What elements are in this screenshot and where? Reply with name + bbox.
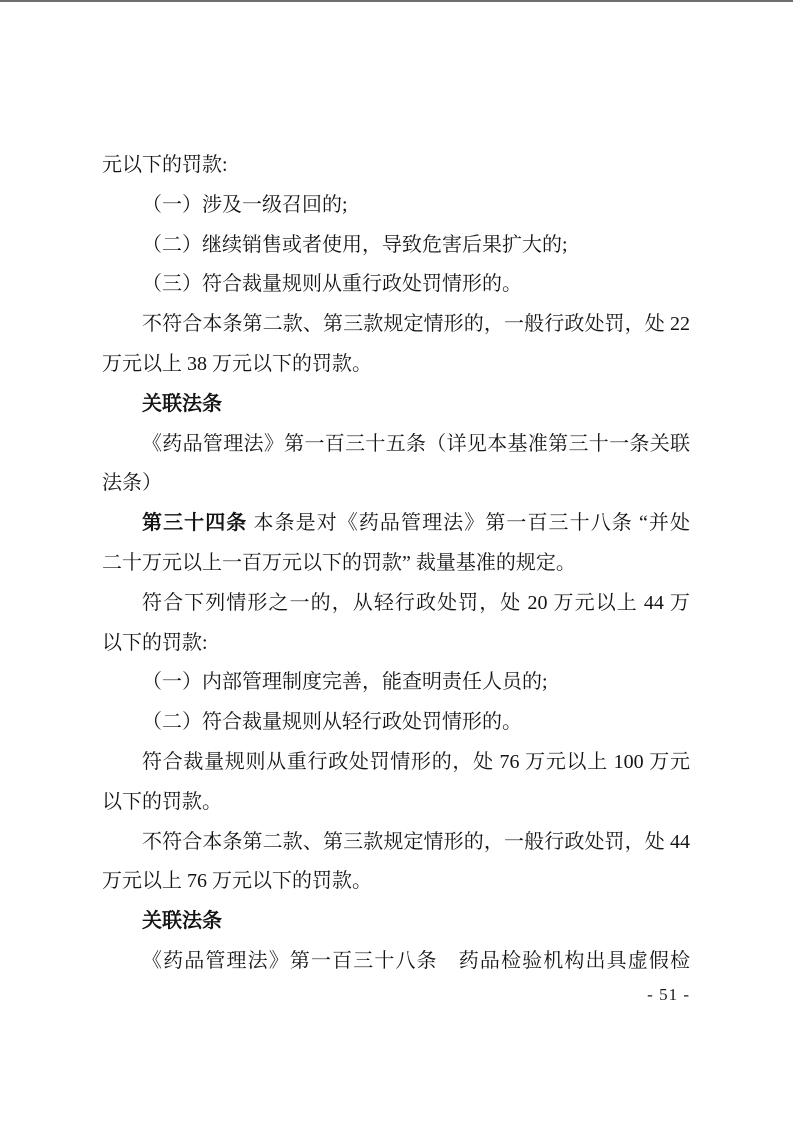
text-line bbox=[102, 345, 690, 385]
text-run: 符合裁量规则从重行政处罚情形的，处 76 万元以上 100 万元 bbox=[142, 750, 690, 773]
bold-text-run: 关联法条 bbox=[142, 392, 222, 415]
text-run: 二十万元以上一百万元以下的罚款” 裁量基准的规定。 bbox=[102, 551, 576, 574]
text-run: 以下的罚款。 bbox=[102, 790, 222, 813]
text-line bbox=[102, 624, 690, 664]
text-line bbox=[102, 504, 690, 544]
text-line bbox=[102, 862, 690, 902]
text-line bbox=[102, 544, 690, 584]
text-line bbox=[102, 823, 690, 863]
text-run: 不符合本条第二款、第三款规定情形的，一般行政处罚，处 22 bbox=[142, 313, 690, 336]
text-line bbox=[102, 385, 690, 425]
text-run: 不符合本条第二款、第三款规定情形的，一般行政处罚，处 44 bbox=[142, 830, 690, 853]
text-run: 元以下的罚款: bbox=[102, 154, 228, 176]
page-number: - 51 - bbox=[647, 985, 690, 1004]
text-line bbox=[102, 942, 690, 982]
text-line bbox=[102, 425, 690, 465]
text-run: 《药品管理法》第一百三十八条 药品检验机构出具虚假检 bbox=[142, 949, 690, 972]
text-line bbox=[102, 226, 690, 266]
text-line bbox=[102, 902, 690, 942]
bold-text-run: 关联法条 bbox=[142, 910, 222, 933]
text-line bbox=[102, 265, 690, 305]
text-line bbox=[102, 146, 690, 186]
text-run: 法条） bbox=[102, 472, 162, 495]
text-line bbox=[102, 305, 690, 345]
text-run: 符合下列情形之一的，从轻行政处罚，处 20 万元以上 44 万 bbox=[142, 591, 690, 614]
text-run: 《药品管理法》第一百三十五条（详见本基准第三十一条关联 bbox=[142, 432, 690, 455]
text-line bbox=[102, 186, 690, 226]
text-run: 万元以上 38 万元以下的罚款。 bbox=[102, 352, 372, 375]
text-run: （三）符合裁量规则从重行政处罚情形的。 bbox=[142, 273, 522, 296]
text-line bbox=[102, 743, 690, 783]
text-line bbox=[102, 783, 690, 823]
text-run: （一）内部管理制度完善，能查明责任人员的; bbox=[142, 671, 548, 694]
text-run: （二）符合裁量规则从轻行政处罚情形的。 bbox=[142, 711, 522, 734]
text-line bbox=[102, 464, 690, 504]
text-line bbox=[102, 703, 690, 743]
text-run: 本条是对《药品管理法》第一百三十八条 “并处 bbox=[247, 512, 690, 535]
text-line bbox=[102, 584, 690, 624]
bold-text-run: 第三十四条 bbox=[142, 512, 248, 535]
text-run: （一）涉及一级召回的; bbox=[142, 193, 348, 216]
document-body bbox=[102, 146, 690, 982]
text-run: 万元以上 76 万元以下的罚款。 bbox=[102, 870, 372, 893]
page-top-edge-line bbox=[0, 0, 793, 2]
text-run: （二）继续销售或者使用，导致危害后果扩大的; bbox=[142, 233, 568, 256]
text-run: 以下的罚款: bbox=[102, 631, 208, 654]
text-line bbox=[102, 663, 690, 703]
